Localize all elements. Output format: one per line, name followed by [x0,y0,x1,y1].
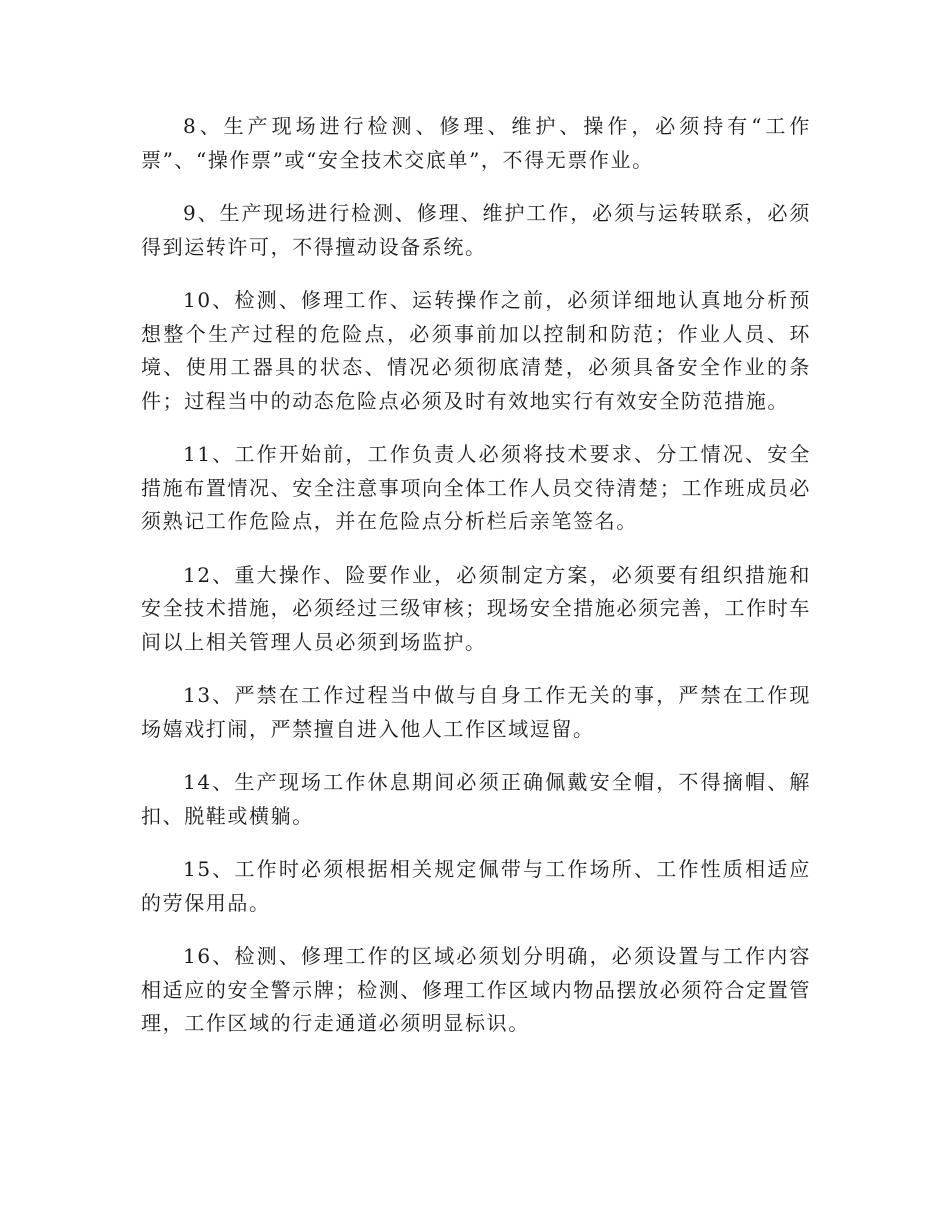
paragraph-rule-14: 14、生产现场工作休息期间必须正确佩戴安全帽，不得摘帽、解扣、脱鞋或横躺。 [141,770,811,828]
paragraph-rule-13: 13、严禁在工作过程当中做与自身工作无关的事，严禁在工作现场嬉戏打闹，严禁擅自进入他人工作区域逗留。 [141,683,811,741]
paragraph-rule-16: 16、检测、修理工作的区域必须划分明确，必须设置与工作内容相适应的安全警示牌；检测、修理工作区域内物品摆放必须符合定置管理，工作区域的行走通道必须明显标识。 [141,944,811,1035]
paragraph-rule-10: 10、检测、修理工作、运转操作之前，必须详细地认真地分析预想整个生产过程的危险点，必须事前加以控制和防范；作业人员、环境、使用工器具的状态、情况必须彻底清楚，必须具备安全作业的条件；过程当中的动态危险点必须及时有效地实行有效安全防范措施。 [141,288,811,413]
paragraph-rule-9: 9、生产现场进行检测、修理、维护工作，必须与运转联系，必须得到运转许可，不得擅动设备系统。 [141,201,811,259]
paragraph-rule-15: 15、工作时必须根据相关规定佩带与工作场所、工作性质相适应的劳保用品。 [141,857,811,915]
document-body [141,110,811,1061]
paragraph-rule-12: 12、重大操作、险要作业，必须制定方案，必须要有组织措施和安全技术措施，必须经过三级审核；现场安全措施必须完善，工作时车间以上相关管理人员必须到场监护。 [141,562,811,654]
paragraph-rule-8: 8、生产现场进行检测、修理、维护、操作，必须持有“工作票”、“操作票”或“安全技术交底单”，不得无票作业。 [141,114,811,172]
paragraph-rule-11: 11、工作开始前，工作负责人必须将技术要求、分工情况、安全措施布置情况、安全注意事项向全体工作人员交待清楚；工作班成员必须熟记工作危险点，并在危险点分析栏后亲笔签名。 [141,442,811,533]
